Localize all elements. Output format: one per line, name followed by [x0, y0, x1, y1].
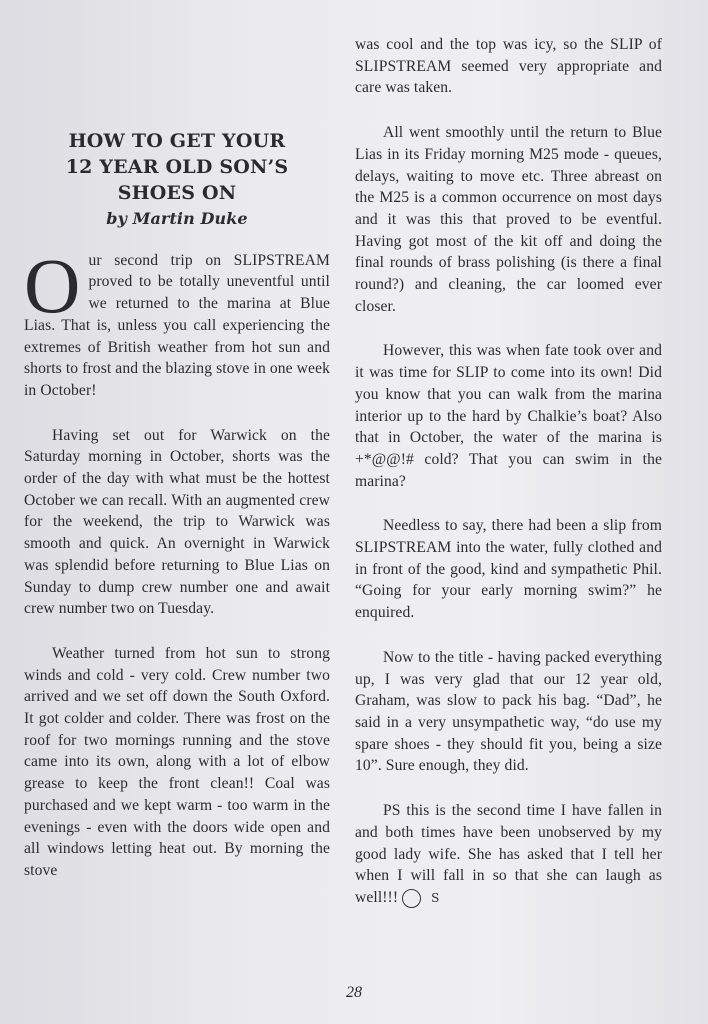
page-number: 28 [346, 984, 362, 1001]
paragraph: was cool and the top was icy, so the SLIP of SLIPSTREAM seemed very appropriate and care was taken. [355, 36, 662, 97]
article-title [24, 128, 330, 206]
paragraph: Needless to say, there had been a slip from SLIPSTREAM into the water, fully clothed and in front of the good, kind and sympathetic Phil. “Going for your early morning swim?” he enquired. [355, 517, 662, 622]
paragraph: However, this was when fate took over and it was time for SLIP to come into its own! Did you know that you can walk from the marina interior up to the hard by Chalkie’s boat? Also that in October, the water of the marina is +*@@!# cold? That you can swim in the marina? [355, 342, 662, 490]
title-line-3: SHOES ON [117, 182, 237, 204]
paragraph-text: PS this is the second time I have fallen in and both times have been unobserved by my good lady wife. She has asked that I tell her when I will fall in so that she can laugh as well!!! [355, 802, 662, 906]
end-mark-icon: S [402, 889, 421, 908]
paragraph-text: ur second trip on SLIPSTREAM proved to be totally uneventful until we returned to the marina at Blue Lias. That is, unless you call experiencing the extremes of British weather from hot sun and shorts to frost and the blazing stove in one week in October! [24, 251, 330, 399]
title-line-2: 12 YEAR OLD SON’S [65, 156, 289, 178]
paragraph [355, 800, 662, 909]
right-column [355, 34, 662, 932]
title-line-1: HOW TO GET YOUR [68, 130, 286, 152]
paragraph: All went smoothly until the return to Blue Lias in its Friday morning M25 mode - queues, delays, waiting to move etc. Three abreast on the M25 is a common occurrence on most days and it was this that proved to be eventful. Having got most of the kit off and doing the final rounds of brass polishing (is there a final round?) and cleaning, the car loomed ever closer. [355, 124, 662, 315]
drop-cap: O [24, 241, 81, 329]
paragraph [24, 241, 330, 402]
article-byline: by Martin Duke [106, 209, 248, 228]
left-column [24, 128, 330, 905]
paragraph: Now to the title - having packed everything up, I was very glad that our 12 year old, Graham, was slow to pack his bag. “Dad”, he said in a very unsympathetic way, “do use my spare shoes - they should fit you, being a size 10”. Sure enough, they did. [355, 648, 662, 775]
paragraph: Weather turned from hot sun to strong winds and cold - very cold. Crew number two arrived and we set off down the South Oxford. It got colder and colder. There was frost on the roof for two mornings running and the stove came into its own, along with a lot of elbow grease to keep the front clean!! Coal was purchased and we kept warm - too warm in the evenings - even with the doors wide open and all windows letting heat out. By morning the stove [24, 644, 330, 879]
paragraph: Having set out for Warwick on the Saturday morning in October, shorts was the order of the day with what must be the hottest October we can recall. With an augmented crew for the weekend, the trip to Warwick was smooth and quick. An overnight in Warwick was splendid before returning to Blue Lias on Sunday to dump crew number one and await crew number two on Tuesday. [24, 426, 330, 618]
